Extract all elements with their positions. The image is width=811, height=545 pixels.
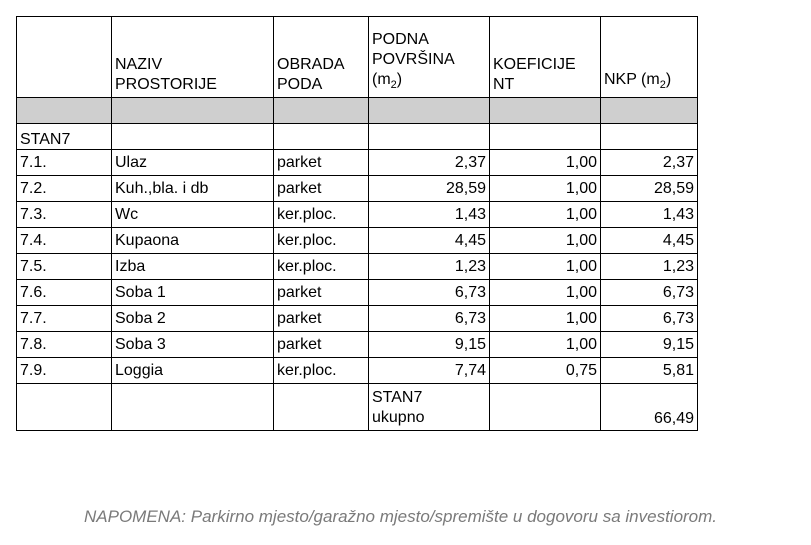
total-label-line2: ukupno [372,409,425,426]
header-code [17,17,112,98]
row-room-name: Soba 1 [112,280,274,306]
table-row [17,202,698,228]
row-floor-area: 2,37 [369,150,490,176]
row-room-name: Soba 2 [112,306,274,332]
row-floor-area: 1,23 [369,254,490,280]
row-floor-area: 1,43 [369,202,490,228]
row-room-name: Loggia [112,358,274,384]
row-coefficient: 1,00 [490,202,601,228]
row-floor-finish: parket [274,306,369,332]
table-row [17,150,698,176]
header-floor-area [369,17,490,98]
row-code: 7.9. [17,358,112,384]
header-nkp [601,17,698,98]
header-coefficient [490,17,601,98]
row-code: 7.3. [17,202,112,228]
row-nkp: 1,43 [601,202,698,228]
header-coefficient-line1: KOEFICIJE [493,56,576,73]
row-floor-finish: ker.ploc. [274,202,369,228]
table-row [17,254,698,280]
row-floor-area: 6,73 [369,280,490,306]
header-nkp-unit-sub: 2 [659,79,666,91]
row-floor-area: 7,74 [369,358,490,384]
row-floor-area: 9,15 [369,332,490,358]
row-room-name: Kupaona [112,228,274,254]
row-floor-area: 28,59 [369,176,490,202]
row-coefficient: 0,75 [490,358,601,384]
row-room-name: Kuh.,bla. i db [112,176,274,202]
header-floor-finish-line1: OBRADA [277,56,345,73]
row-nkp: 6,73 [601,280,698,306]
row-code: 7.6. [17,280,112,306]
header-floor-area-unit-sub: 2 [390,79,397,91]
rooms-table [16,16,698,431]
row-coefficient: 1,00 [490,280,601,306]
table-row [17,280,698,306]
row-floor-finish: ker.ploc. [274,254,369,280]
row-nkp: 4,45 [601,228,698,254]
row-room-name: Izba [112,254,274,280]
table-header-row [17,17,698,98]
total-value: 66,49 [601,384,698,431]
row-code: 7.5. [17,254,112,280]
section-label: STAN7 [17,124,112,150]
header-nkp-close: ) [665,70,672,88]
row-floor-finish: parket [274,176,369,202]
header-room-name-line2: PROSTORIJE [115,76,217,93]
row-nkp: 1,23 [601,254,698,280]
row-floor-area: 6,73 [369,306,490,332]
table-row [17,332,698,358]
table-row [17,176,698,202]
note-text: NAPOMENA: Parkirno mjesto/garažno mjesto/spremište u dogovoru sa investiorom. [84,507,718,526]
row-nkp: 5,81 [601,358,698,384]
header-floor-area-line1: PODNA [372,30,429,48]
header-floor-finish-line2: PODA [277,76,323,93]
row-coefficient: 1,00 [490,332,601,358]
row-coefficient: 1,00 [490,306,601,332]
table-row [17,228,698,254]
row-nkp: 28,59 [601,176,698,202]
total-row [17,384,698,431]
header-floor-area-close: ) [396,70,403,88]
row-floor-finish: ker.ploc. [274,358,369,384]
row-floor-finish: ker.ploc. [274,228,369,254]
row-room-name: Wc [112,202,274,228]
row-floor-finish: parket [274,332,369,358]
row-coefficient: 1,00 [490,150,601,176]
row-coefficient: 1,00 [490,254,601,280]
row-nkp: 6,73 [601,306,698,332]
row-room-name: Soba 3 [112,332,274,358]
row-room-name: Ulaz [112,150,274,176]
header-floor-finish [274,17,369,98]
row-coefficient: 1,00 [490,176,601,202]
row-code: 7.1. [17,150,112,176]
total-label [369,384,490,431]
row-code: 7.7. [17,306,112,332]
header-floor-area-line3 [372,70,486,95]
row-floor-finish: parket [274,150,369,176]
section-row [17,124,698,150]
row-nkp: 9,15 [601,332,698,358]
row-floor-area: 4,45 [369,228,490,254]
row-code: 7.2. [17,176,112,202]
total-label-line1: STAN7 [372,389,423,406]
table-row [17,358,698,384]
header-room-name [112,17,274,98]
row-code: 7.8. [17,332,112,358]
header-coefficient-line2: NT [493,76,515,93]
header-floor-area-unit: (m [372,70,391,88]
table-row [17,306,698,332]
row-code: 7.4. [17,228,112,254]
header-floor-area-line2: POVRŠINA [372,50,455,68]
row-floor-finish: parket [274,280,369,306]
header-nkp-label: NKP (m [604,70,660,88]
row-nkp: 2,37 [601,150,698,176]
row-coefficient: 1,00 [490,228,601,254]
grey-spacer-row [17,98,698,124]
header-room-name-line1: NAZIV [115,56,163,73]
